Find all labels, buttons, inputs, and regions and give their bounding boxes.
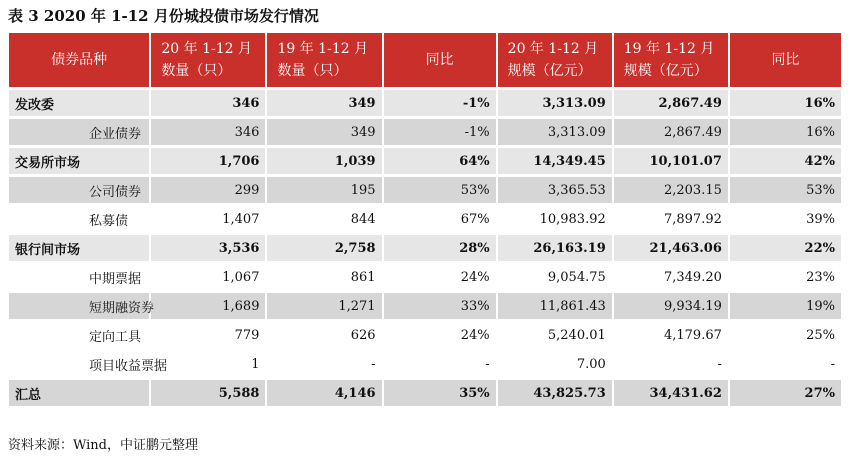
table-cell: 53% xyxy=(384,177,496,203)
column-header-line: 规模（亿元） xyxy=(623,63,708,79)
table-cell: 9,934.19 xyxy=(614,293,728,319)
column-header xyxy=(267,33,381,87)
table-cell: 43,825.73 xyxy=(498,380,612,406)
table-cell: 1,689 xyxy=(151,293,265,319)
table-cell: 34,431.62 xyxy=(614,380,728,406)
row-label: 汇总 xyxy=(9,380,149,406)
table-cell: 16% xyxy=(730,119,841,145)
table-cell: 7,349.20 xyxy=(614,264,728,290)
table-cell: 24% xyxy=(384,322,496,348)
column-header-line: 数量（只） xyxy=(161,63,232,79)
table-cell: 16% xyxy=(730,90,841,116)
table-cell: 2,867.49 xyxy=(614,119,728,145)
table-cell: 14,349.45 xyxy=(498,148,612,174)
table-title: 表 3 2020 年 1-12 月份城投债市场发行情况 xyxy=(8,7,319,25)
table-row xyxy=(9,90,841,116)
table-cell: 7.00 xyxy=(498,351,612,377)
table-cell: 2,867.49 xyxy=(614,90,728,116)
table-cell: 195 xyxy=(267,177,381,203)
column-header-line: 数量（只） xyxy=(277,63,348,79)
table-cell: 9,054.75 xyxy=(498,264,612,290)
column-header-line: 同比 xyxy=(771,52,800,68)
table-cell: 1,067 xyxy=(151,264,265,290)
row-label: 项目收益票据 xyxy=(9,351,149,377)
table-cell: 64% xyxy=(384,148,496,174)
table-cell: 10,983.92 xyxy=(498,206,612,232)
table-cell: 53% xyxy=(730,177,841,203)
table-cell: 349 xyxy=(267,119,381,145)
table-row xyxy=(9,206,841,232)
table-cell: 26,163.19 xyxy=(498,235,612,261)
row-label: 银行间市场 xyxy=(9,235,149,261)
column-header xyxy=(384,33,496,87)
table-cell: 21,463.06 xyxy=(614,235,728,261)
column-header-line: 规模（亿元） xyxy=(507,63,592,79)
table-cell: 7,897.92 xyxy=(614,206,728,232)
table-cell: 4,146 xyxy=(267,380,381,406)
table-row xyxy=(9,119,841,145)
table-body xyxy=(9,90,841,406)
table-row xyxy=(9,264,841,290)
table-cell: 3,365.53 xyxy=(498,177,612,203)
row-label: 企业债券 xyxy=(9,119,149,145)
table-cell: 861 xyxy=(267,264,381,290)
column-header-line: 20 年 1-12 月 xyxy=(161,41,252,57)
table-cell: 67% xyxy=(384,206,496,232)
table-cell: 3,313.09 xyxy=(498,90,612,116)
table-cell: 346 xyxy=(151,119,265,145)
table-cell: - xyxy=(267,351,381,377)
table-cell: - xyxy=(614,351,728,377)
table-cell: 1,039 xyxy=(267,148,381,174)
table-row xyxy=(9,380,841,406)
table-cell: -1% xyxy=(384,119,496,145)
table-cell: 1,706 xyxy=(151,148,265,174)
row-label: 交易所市场 xyxy=(9,148,149,174)
row-label: 公司债券 xyxy=(9,177,149,203)
table-cell: 1,407 xyxy=(151,206,265,232)
table-row xyxy=(9,322,841,348)
table-cell: 19% xyxy=(730,293,841,319)
table-cell: 299 xyxy=(151,177,265,203)
table-row xyxy=(9,235,841,261)
table-cell: 5,588 xyxy=(151,380,265,406)
column-header xyxy=(9,33,149,87)
table-cell: 2,758 xyxy=(267,235,381,261)
table-cell: - xyxy=(730,351,841,377)
table-cell: 779 xyxy=(151,322,265,348)
table-cell: 11,861.43 xyxy=(498,293,612,319)
source-note: 资料来源：Wind，中证鹏元整理 xyxy=(8,438,198,453)
row-label: 私募债 xyxy=(9,206,149,232)
table-cell: 24% xyxy=(384,264,496,290)
column-header xyxy=(614,33,728,87)
table-cell: 27% xyxy=(730,380,841,406)
table-cell: 1,271 xyxy=(267,293,381,319)
table-cell: 844 xyxy=(267,206,381,232)
row-label: 短期融资券 xyxy=(9,293,149,319)
row-label: 定向工具 xyxy=(9,322,149,348)
table-cell: - xyxy=(384,351,496,377)
table-cell: 3,536 xyxy=(151,235,265,261)
table-cell: 33% xyxy=(384,293,496,319)
table-cell: 626 xyxy=(267,322,381,348)
table-cell: 2,203.15 xyxy=(614,177,728,203)
table-cell: 3,313.09 xyxy=(498,119,612,145)
column-header-line: 19 年 1-12 月 xyxy=(277,41,369,57)
table-row xyxy=(9,177,841,203)
table-cell: -1% xyxy=(384,90,496,116)
table-cell: 1 xyxy=(151,351,265,377)
column-header-line: 同比 xyxy=(425,52,454,68)
table-cell: 35% xyxy=(384,380,496,406)
table-cell: 22% xyxy=(730,235,841,261)
table-cell: 23% xyxy=(730,264,841,290)
column-header-line: 债券品种 xyxy=(51,52,108,68)
table-cell: 42% xyxy=(730,148,841,174)
column-header xyxy=(498,33,612,87)
table-cell: 10,101.07 xyxy=(614,148,728,174)
column-header xyxy=(151,33,265,87)
table-row xyxy=(9,293,841,319)
row-label: 发改委 xyxy=(9,90,149,116)
table-cell: 4,179.67 xyxy=(614,322,728,348)
table-cell: 5,240.01 xyxy=(498,322,612,348)
table-cell: 28% xyxy=(384,235,496,261)
header-row xyxy=(9,33,841,87)
table-cell: 25% xyxy=(730,322,841,348)
table-cell: 346 xyxy=(151,90,265,116)
table-row xyxy=(9,351,841,377)
column-header xyxy=(730,33,841,87)
bond-issuance-table xyxy=(7,30,843,409)
table-cell: 39% xyxy=(730,206,841,232)
row-label: 中期票据 xyxy=(9,264,149,290)
table-row xyxy=(9,148,841,174)
column-header-line: 19 年 1-12 月 xyxy=(623,41,715,57)
column-header-line: 20 年 1-12 月 xyxy=(507,41,599,57)
table-cell: 349 xyxy=(267,90,381,116)
